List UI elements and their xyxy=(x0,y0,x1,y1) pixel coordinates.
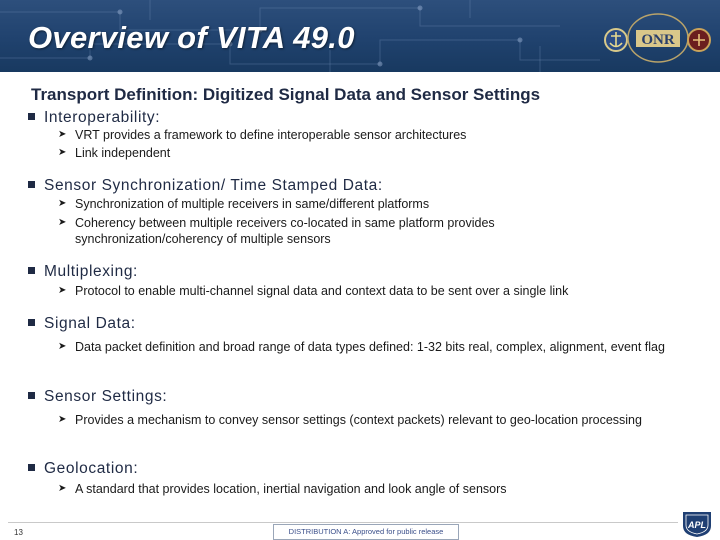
section-heading: Interoperability: xyxy=(28,109,160,127)
section-heading: Signal Data: xyxy=(28,315,136,333)
square-bullet-icon xyxy=(28,392,35,399)
apl-logo-icon xyxy=(679,508,715,538)
square-bullet-icon xyxy=(28,181,35,188)
onr-logo-text: ONR xyxy=(641,32,675,48)
slide-title: Overview of VITA 49.0 xyxy=(28,20,355,55)
square-bullet-icon xyxy=(28,113,35,120)
page-number: 13 xyxy=(14,528,23,537)
arrow-bullet-icon: ➤ xyxy=(58,147,67,158)
section-heading: Geolocation: xyxy=(28,460,138,478)
arrow-bullet-icon: ➤ xyxy=(58,198,67,209)
distribution-statement: DISTRIBUTION A: Approved for public release xyxy=(273,524,459,540)
arrow-bullet-icon: ➤ xyxy=(58,129,67,140)
arrow-bullet-icon: ➤ xyxy=(58,414,67,425)
footer-divider xyxy=(8,522,678,523)
square-bullet-icon xyxy=(28,319,35,326)
section-heading: Multiplexing: xyxy=(28,263,138,281)
onr-logo-icon xyxy=(600,8,712,66)
square-bullet-icon xyxy=(28,464,35,471)
arrow-bullet-icon: ➤ xyxy=(58,217,67,228)
apl-logo-text: APL xyxy=(688,520,706,530)
arrow-bullet-icon: ➤ xyxy=(58,341,67,352)
slide-subtitle: Transport Definition: Digitized Signal Data and Sensor Settings xyxy=(31,85,541,104)
section-heading: Sensor Synchronization/ Time Stamped Data: xyxy=(28,177,383,195)
square-bullet-icon xyxy=(28,267,35,274)
section-heading: Sensor Settings: xyxy=(28,388,167,406)
arrow-bullet-icon: ➤ xyxy=(58,285,67,296)
title-banner xyxy=(0,0,720,72)
arrow-bullet-icon: ➤ xyxy=(58,483,67,494)
